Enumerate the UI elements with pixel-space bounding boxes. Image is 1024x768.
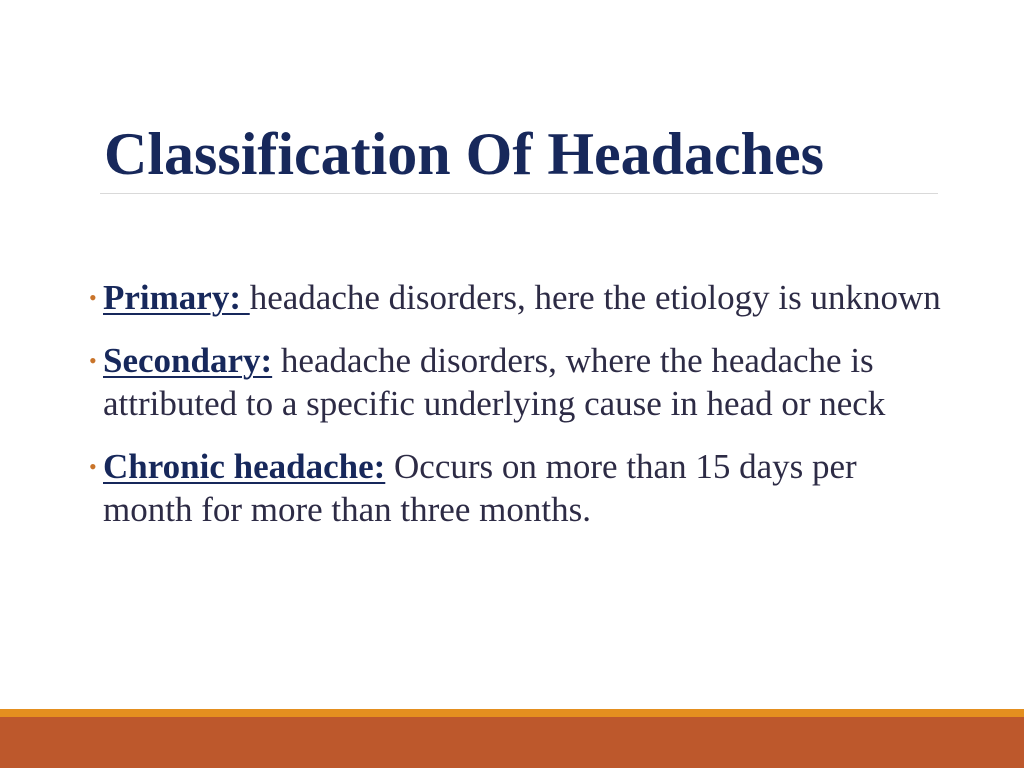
bullet-item-secondary xyxy=(88,339,948,425)
footer-band xyxy=(0,717,1024,768)
bullet-icon: • xyxy=(89,348,97,373)
bullet-description: headache disorders, here the etiology is unknown xyxy=(249,278,941,317)
accent-band xyxy=(0,709,1024,717)
bullet-icon: • xyxy=(89,454,97,479)
bullet-term: Chronic headache: xyxy=(103,447,386,486)
bullet-description: Occurs on more than 15 days per month for more than three months. xyxy=(103,447,857,529)
bullet-list xyxy=(88,276,948,551)
slide-title: Classification Of Headaches xyxy=(104,121,824,187)
bullet-item-chronic xyxy=(88,445,948,531)
bullet-description: headache disorders, where the headache is attributed to a specific underlying cause in head or neck xyxy=(103,341,886,423)
bullet-icon: • xyxy=(89,285,97,310)
title-divider xyxy=(100,193,938,194)
bullet-term: Primary: xyxy=(103,278,250,317)
bullet-item-primary xyxy=(88,276,948,319)
bullet-term: Secondary: xyxy=(103,341,273,380)
